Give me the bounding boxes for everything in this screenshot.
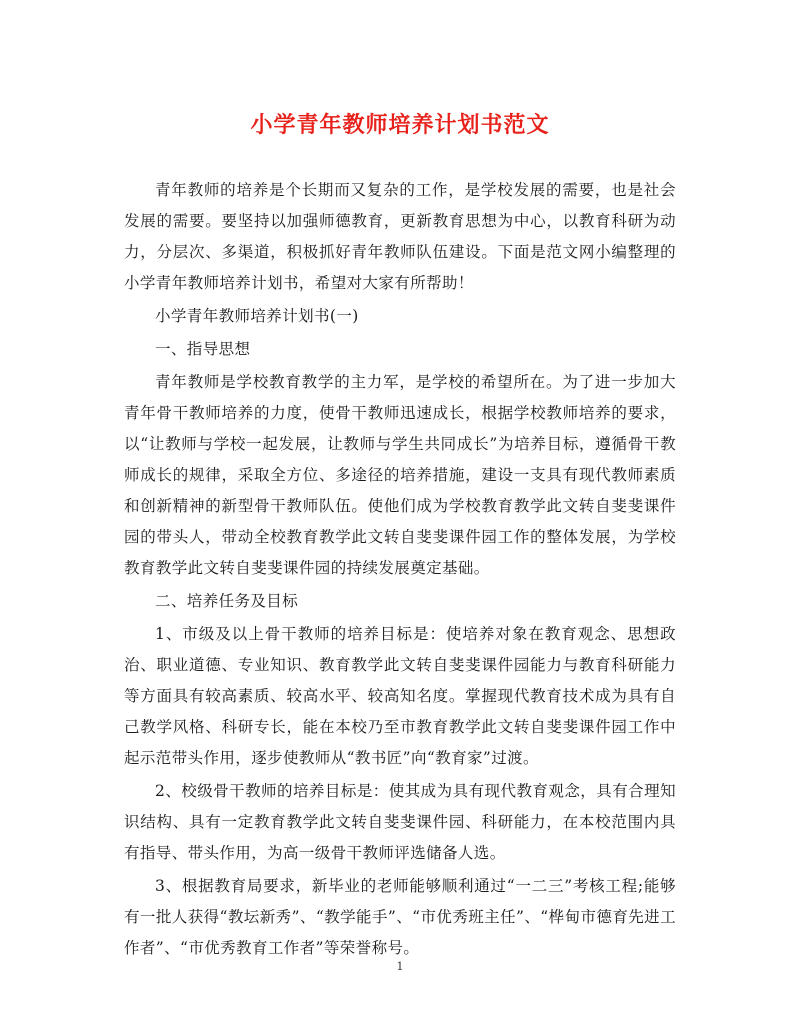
intro-paragraph: 青年教师的培养是个长期而又复杂的工作，是学校发展的需要，也是社会发展的需要。要坚持以加强师德教育，更新教育思想为中心，以教育科研为动力，分层次、多渠道，积极抓好青年教师队伍建设。下面是范文网小编整理的小学青年教师培养计划书，希望对大家有所帮助！: [124, 181, 676, 292]
document-title: 小学青年教师培养计划书范文: [250, 112, 550, 138]
section-heading-tasks-goals: 二、培养任务及目标: [155, 592, 299, 610]
goal-item-1: 1、市级及以上骨干教师的培养目标是：使培养对象在教育观念、思想政治、职业道德、专业知识、教育教学此文转自斐斐课件园能力与教育科研能力等方面具有较高素质、较高水平、较高知名度。掌握现代教育技术成为具有自己教学风格、科研专长，能在本校乃至市教育教学此文转自斐斐课件园工作中起示范带头作用，逐步使教师从“教书匠”向“教育家”过渡。: [124, 625, 676, 767]
plan-subtitle: 小学青年教师培养计划书(一): [155, 307, 359, 325]
goal-item-3: 3、根据教育局要求，新毕业的老师能够顺利通过“一二三”考核工程;能够有一批人获得“教坛新秀”、“教学能手”、“市优秀班主任”、“桦甸市德育先进工作者”、“市优秀教育工作者”等荣誉称号。: [124, 877, 676, 957]
section-heading-guiding-thought: 一、指导思想: [155, 340, 251, 358]
section-paragraph-guiding-thought: 青年教师是学校教育教学的主力军，是学校的希望所在。为了进一步加大青年骨干教师培养的力度，使骨干教师迅速成长，根据学校教师培养的要求，以“让教师与学校一起发展，让教师与学生共同成长”为培养目标，遵循骨干教师成长的规律，采取全方位、多途径的培养措施，建设一支具有现代教师素质和创新精神的新型骨干教师队伍。使他们成为学校教育教学此文转自斐斐课件园的带头人，带动全校教育教学此文转自斐斐课件园工作的整体发展，为学校教育教学此文转自斐斐课件园的持续发展奠定基础。: [124, 373, 676, 577]
page-number: 1: [396, 960, 404, 973]
document-body: [124, 175, 676, 966]
goal-item-2: 2、校级骨干教师的培养目标是：使其成为具有现代教育观念，具有合理知识结构、具有一定教育教学此文转自斐斐课件园、科研能力，在本校范围内具有指导、带头作用，为高一级骨干教师评选储备人选。: [124, 782, 676, 862]
